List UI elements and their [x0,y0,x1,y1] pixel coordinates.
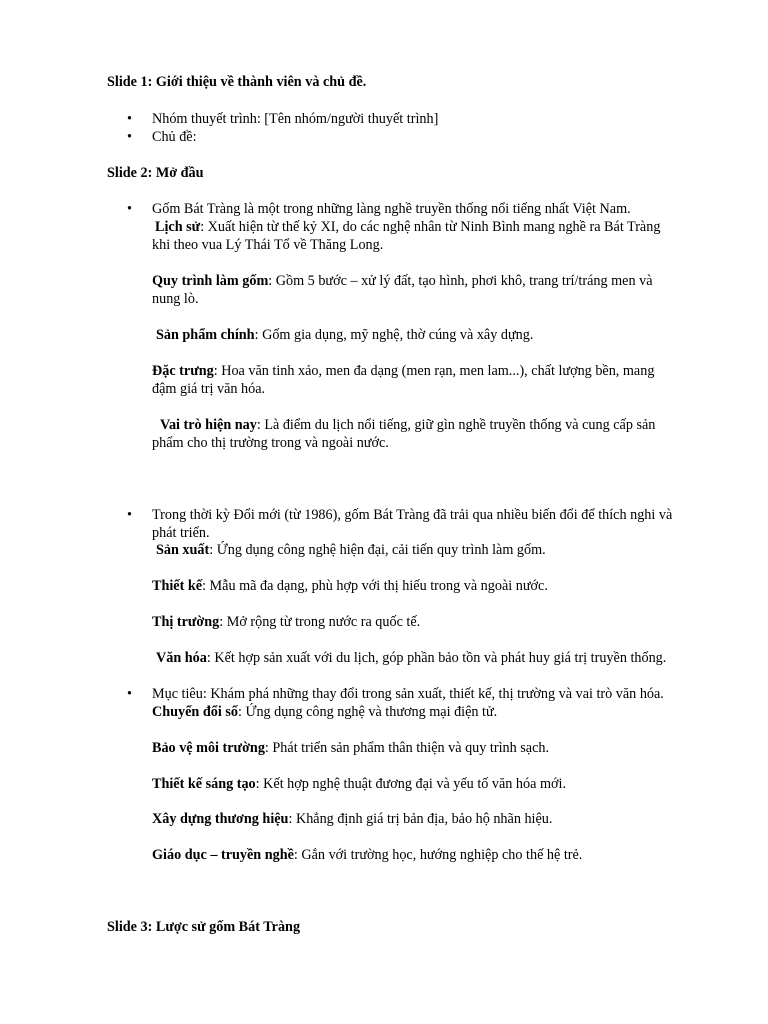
creative-design-label: Thiết kế sáng tạo [152,776,256,792]
branding-label: Xây dựng thương hiệu [152,811,289,827]
market-line: Thị trường: Mở rộng từ trong nước ra quốc tế. [152,614,421,630]
features-line: Đặc trưng: Hoa văn tinh xảo, men đa dạng (men rạn, men lam...), chất lượng bền, mang [152,363,655,379]
culture-label: Văn hóa [156,650,207,666]
process-label: Quy trình làm gốm [152,273,269,289]
bullet3-intro: Mục tiêu: Khám phá những thay đổi trong sản xuất, thiết kế, thị trường và vai trò văn hóa. [152,686,664,702]
process-line-2: nung lò. [152,291,199,307]
production-label: Sản xuất [156,542,210,558]
role-line: Vai trò hiện nay: Là điểm du lịch nổi tiếng, giữ gìn nghề truyền thống và cung cấp sản [160,417,656,433]
design-line: Thiết kế: Mẫu mã đa dạng, phù hợp với thị hiếu trong và ngoài nước. [152,578,548,594]
process-line: Quy trình làm gốm: Gồm 5 bước – xử lý đất, tạo hình, phơi khô, trang trí/tráng men và [152,273,653,289]
environment-label: Bảo vệ môi trường [152,740,265,756]
slide3-heading: Slide 3: Lược sử gốm Bát Tràng [107,919,301,935]
digital-label: Chuyển đổi số [152,704,238,720]
digital-line: Chuyển đổi số: Ứng dụng công nghệ và thương mại điện tử. [152,704,498,720]
education-label: Giáo dục – truyền nghề [152,847,294,863]
slide1-item-topic: Chủ đề: [152,129,197,145]
education-line: Giáo dục – truyền nghề: Gắn với trường học, hướng nghiệp cho thế hệ trẻ. [152,847,583,863]
creative-design-line: Thiết kế sáng tạo: Kết hợp nghệ thuật đương đại và yếu tố văn hóa mới. [152,776,566,792]
products-label: Sản phẩm chính [156,327,255,343]
bullet-icon: • [127,129,132,145]
bullet-icon: • [127,686,132,702]
history-line-2: khi theo vua Lý Thái Tổ về Thăng Long. [152,237,384,253]
bullet2-intro: Trong thời kỳ Đổi mới (từ 1986), gốm Bát Tràng đã trải qua nhiều biến đổi để thích nghi và [152,507,673,523]
environment-line: Bảo vệ môi trường: Phát triển sản phẩm thân thiện và quy trình sạch. [152,740,550,756]
products-line: Sản phẩm chính: Gốm gia dụng, mỹ nghệ, thờ cúng và xây dựng. [156,327,534,343]
bullet-icon: • [127,111,132,127]
market-label: Thị trường [152,614,220,630]
history-label: Lịch sử [155,219,201,235]
slide1-item-presenters: Nhóm thuyết trình: [Tên nhóm/người thuyết trình] [152,111,439,127]
slide2-heading: Slide 2: Mở đầu [107,165,204,181]
bullet1-intro: Gốm Bát Tràng là một trong những làng nghề truyền thống nổi tiếng nhất Việt Nam. [152,201,631,217]
production-line: Sản xuất: Ứng dụng công nghệ hiện đại, cải tiến quy trình làm gốm. [156,542,546,558]
branding-line: Xây dựng thương hiệu: Khẳng định giá trị bản địa, bảo hộ nhãn hiệu. [152,811,553,827]
bullet2-intro-2: phát triển. [152,525,210,541]
history-line: Lịch sử: Xuất hiện từ thế kỷ XI, do các nghệ nhân từ Ninh Bình mang nghề ra Bát Tràng [155,219,661,235]
role-line-2: phẩm cho thị trường trong và ngoài nước. [152,435,389,451]
features-line-2: đậm giá trị văn hóa. [152,381,266,397]
bullet-icon: • [127,507,132,523]
role-label: Vai trò hiện nay [160,417,257,433]
features-label: Đặc trưng [152,363,214,379]
bullet-icon: • [127,201,132,217]
culture-line: Văn hóa: Kết hợp sản xuất với du lịch, góp phần bảo tồn và phát huy giá trị truyền thống. [156,650,667,666]
slide1-heading: Slide 1: Giới thiệu về thành viên và chủ đề. [107,74,367,90]
design-label: Thiết kế [152,578,203,594]
